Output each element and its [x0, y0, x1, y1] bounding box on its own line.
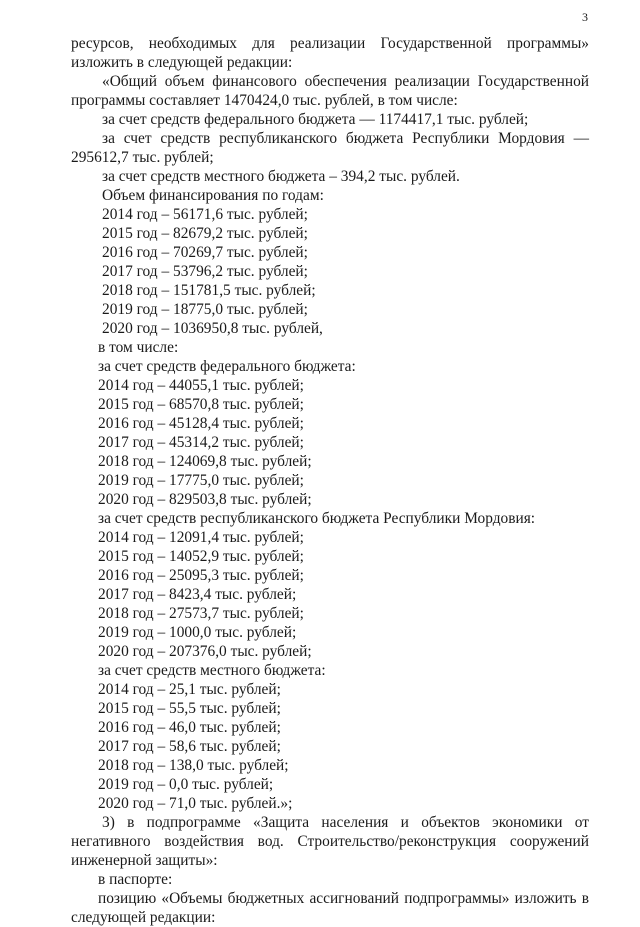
- text-line: 2014 год – 12091,4 тыс. рублей;: [98, 529, 304, 546]
- text-line: следующей редакции:: [71, 909, 216, 926]
- text-line: 2018 год – 151781,5 тыс. рублей;: [102, 282, 316, 299]
- text-line: 2017 год – 53796,2 тыс. рублей;: [102, 263, 308, 280]
- text-line: 2018 год – 138,0 тыс. рублей;: [98, 757, 289, 774]
- text-line: за счет средств местного бюджета:: [98, 662, 326, 679]
- text-line: 2018 год – 124069,8 тыс. рублей;: [98, 453, 312, 470]
- text-line: 2020 год – 71,0 тыс. рублей.»;: [98, 795, 293, 812]
- text-line: программы составляет 1470424,0 тыс. рублей, в том числе:: [71, 92, 458, 109]
- text-line: «Общий объем финансового обеспечения реализации Государственной: [102, 73, 589, 90]
- text-line: 2015 год – 82679,2 тыс. рублей;: [102, 225, 308, 242]
- text-line: 2016 год – 45128,4 тыс. рублей;: [98, 415, 304, 432]
- text-line: 2016 год – 46,0 тыс. рублей;: [98, 719, 281, 736]
- text-line: 2019 год – 1000,0 тыс. рублей;: [98, 624, 297, 641]
- text-line: 2016 год – 25095,3 тыс. рублей;: [98, 567, 304, 584]
- text-line: за счет средств республиканского бюджета Республики Мордовия —: [102, 130, 589, 147]
- text-line: 2020 год – 1036950,8 тыс. рублей,: [102, 320, 323, 337]
- text-line: за счет средств местного бюджета – 394,2 тыс. рублей.: [102, 168, 460, 185]
- text-line: 2014 год – 25,1 тыс. рублей;: [98, 681, 281, 698]
- text-line: ресурсов, необходимых для реализации Государственной программы»: [71, 35, 589, 52]
- text-line: 2014 год – 44055,1 тыс. рублей;: [98, 377, 304, 394]
- text-line: 2020 год – 829503,8 тыс. рублей;: [98, 491, 312, 508]
- text-line: за счет средств федерального бюджета:: [98, 358, 356, 375]
- text-line: 2019 год – 17775,0 тыс. рублей;: [98, 472, 304, 489]
- text-line: 2019 год – 18775,0 тыс. рублей;: [102, 301, 308, 318]
- text-line: за счет средств республиканского бюджета Республики Мордовия:: [98, 510, 536, 527]
- text-line: 2015 год – 14052,9 тыс. рублей;: [98, 548, 304, 565]
- text-line: в паспорте:: [98, 871, 173, 888]
- document-body: [71, 34, 589, 927]
- text-line: 2015 год – 55,5 тыс. рублей;: [98, 700, 281, 717]
- text-line: в том числе:: [98, 339, 179, 356]
- text-line: позицию «Объемы бюджетных ассигнований подпрограммы» изложить в: [98, 890, 589, 907]
- text-line: 2020 год – 207376,0 тыс. рублей;: [98, 643, 312, 660]
- text-line: 2015 год – 68570,8 тыс. рублей;: [98, 396, 304, 413]
- page-number: 3: [582, 10, 588, 24]
- text-line: 2019 год – 0,0 тыс. рублей;: [98, 776, 274, 793]
- text-line: Объем финансирования по годам:: [102, 187, 324, 204]
- text-line: 2017 год – 8423,4 тыс. рублей;: [98, 586, 297, 603]
- text-line: 2018 год – 27573,7 тыс. рублей;: [98, 605, 304, 622]
- text-line: за счет средств федерального бюджета — 1174417,1 тыс. рублей;: [102, 111, 529, 128]
- text-line: изложить в следующей редакции:: [71, 54, 293, 71]
- text-line: 295612,7 тыс. рублей;: [71, 149, 214, 166]
- text-line: 2016 год – 70269,7 тыс. рублей;: [102, 244, 308, 261]
- text-line: 2017 год – 45314,2 тыс. рублей;: [98, 434, 304, 451]
- text-line: 3) в подпрограмме «Защита населения и объектов экономики от: [102, 814, 589, 831]
- text-line: негативного воздействия вод. Строительство/реконструкция сооружений: [71, 833, 589, 850]
- text-line: 2017 год – 58,6 тыс. рублей;: [98, 738, 281, 755]
- text-line: инженерной защиты»:: [71, 852, 218, 869]
- text-line: 2014 год – 56171,6 тыс. рублей;: [102, 206, 308, 223]
